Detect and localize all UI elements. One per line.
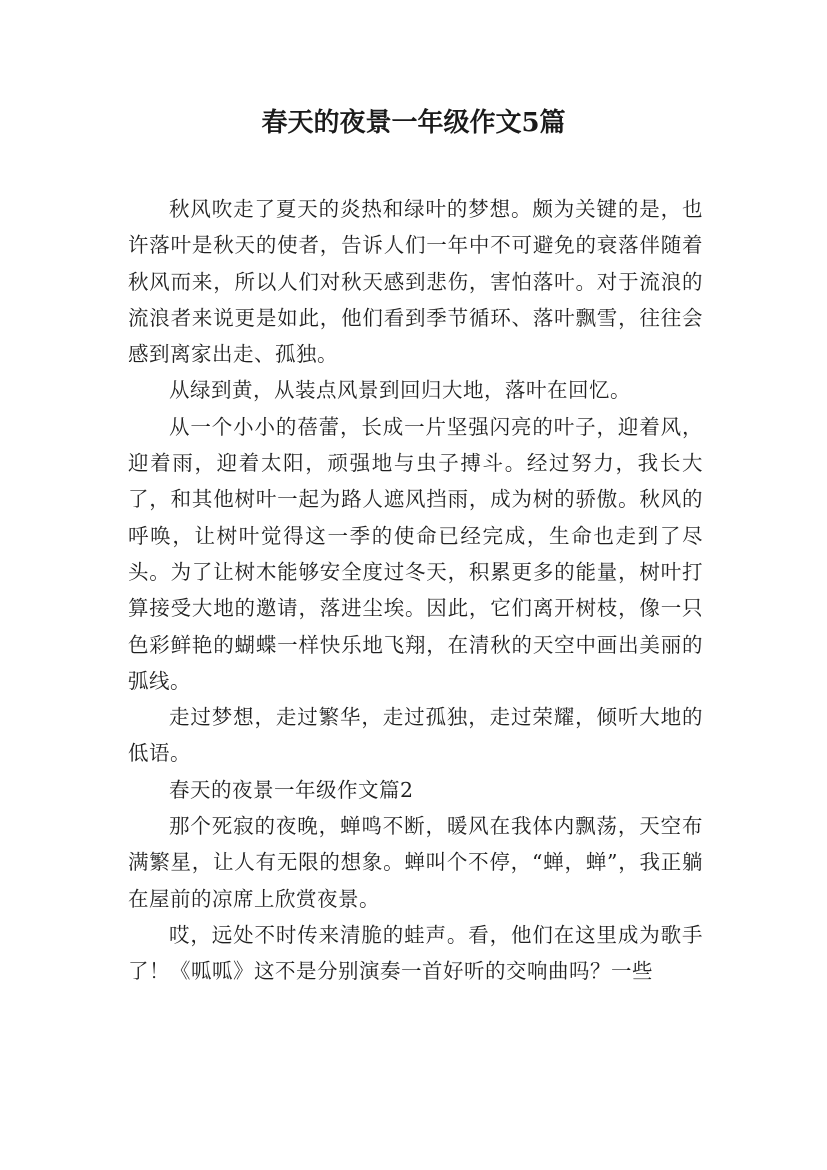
paragraph: 秋风吹走了夏天的炎热和绿叶的梦想。颇为关键的是，也许落叶是秋天的使者，告诉人们一年中不可避免的衰落伴随着秋风而来，所以人们对秋天感到悲伤，害怕落叶。对于流浪的流浪者来说更是如此，他们看到季节循环、落叶飘雪，往往会感到离家出走、孤独。: [128, 197, 703, 367]
document-body: [128, 191, 703, 990]
paragraph: 那个死寂的夜晚，蝉鸣不断，暖风在我体内飘荡，天空布满繁星，让人有无限的想象。蝉叫个不停，“蝉，蝉”，我正躺在屋前的凉席上欣赏夜景。: [128, 814, 703, 911]
section-heading: 春天的夜景一年级作文篇2: [169, 777, 414, 802]
paragraph: 从一个小小的蓓蕾，长成一片坚强闪亮的叶子，迎着风，迎着雨，迎着太阳，顽强地与虫子搏斗。经过努力，我长大了，和其他树叶一起为路人遮风挡雨，成为树的骄傲。秋风的呼唤，让树叶觉得这一季的使命已经完成，生命也走到了尽头。为了让树木能够安全度过冬天，积累更多的能量，树叶打算接受大地的邀请，落进尘埃。因此，它们离开树枝，像一只色彩鲜艳的蝴蝶一样快乐地飞翔，在清秋的天空中画出美丽的弧线。: [128, 414, 703, 693]
paragraph: 走过梦想，走过繁华，走过孤独，走过荣耀，倾听大地的低语。: [128, 705, 703, 766]
document-title: 春天的夜景一年级作文5篇: [261, 108, 566, 138]
paragraph: 哎，远处不时传来清脆的蛙声。看，他们在这里成为歌手了！《呱呱》这不是分别演奏一首好听的交响曲吗？一些: [128, 922, 703, 984]
paragraph: 从绿到黄，从装点风景到回归大地，落叶在回忆。: [169, 378, 631, 403]
